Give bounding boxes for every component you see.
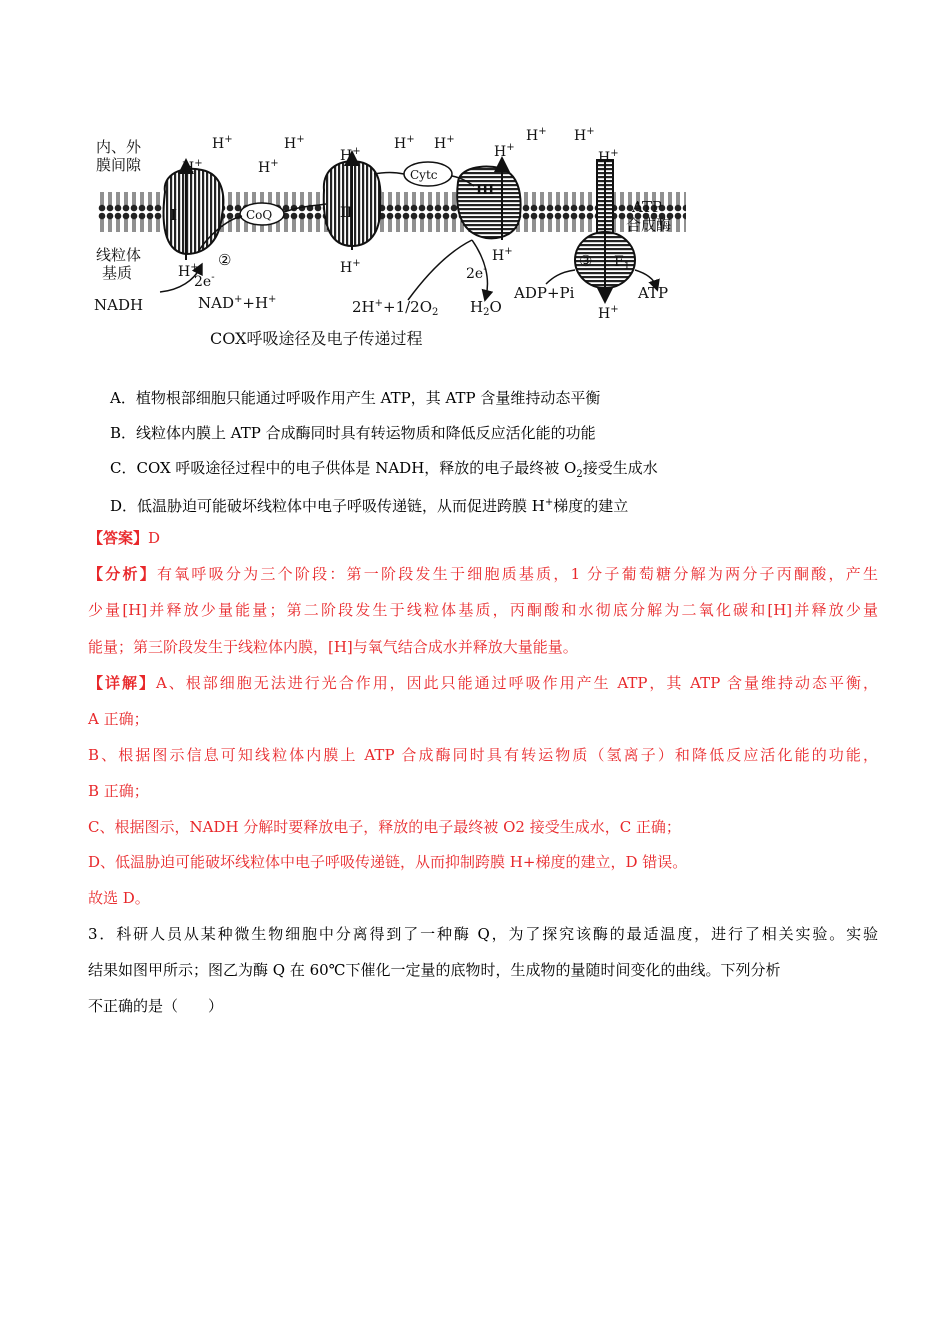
svg-text:H+: H+ xyxy=(492,246,513,264)
circ3-label: ③ xyxy=(579,252,593,270)
h2o-label: $H_2O$ xyxy=(470,298,502,318)
svg-text:H+: H+ xyxy=(212,134,233,152)
question3-line-2: 结果如图甲所示；图乙为酶 Q 在 60℃下催化一定量的底物时，生成物的量随时间变化的曲线。下列分析 xyxy=(88,961,781,979)
coq-label: CoQ xyxy=(246,208,273,222)
svg-text:H+: H+ xyxy=(598,304,619,322)
svg-text:H+: H+ xyxy=(434,134,455,152)
question3-line-3: 不正确的是（ ） xyxy=(88,997,224,1015)
svg-text:H+: H+ xyxy=(340,146,361,164)
detail-line-1: 【详解】A、根部细胞无法进行光合作用，因此只能通过呼吸作用产生 ATP，其 ATP 含量维持动态平衡， xyxy=(88,674,878,692)
svg-text:H+: H+ xyxy=(178,262,199,280)
f1-label: $F_1$ xyxy=(614,254,631,272)
answer-value: D xyxy=(148,529,161,547)
detail-line-7: 故选 D。 xyxy=(88,889,150,907)
option-d: D．低温胁迫可能破坏线粒体中电子呼吸传递链，从而促进跨膜 H+梯度的建立 xyxy=(110,497,629,515)
svg-text:H+: H+ xyxy=(574,126,595,144)
water-equation-label: $2H^++1/2O_2$ xyxy=(352,298,439,318)
option-a: A．植物根部细胞只能通过呼吸作用产生 ATP，其 ATP 含量维持动态平衡 xyxy=(110,389,601,407)
question3-line-1: 3．科研人员从某种微生物细胞中分离得到了一种酶 Q，为了探究该酶的最适温度，进行了相关实验。实验 xyxy=(88,925,878,943)
circ2-label: ② xyxy=(218,251,232,269)
complex-ii-label: II xyxy=(340,205,354,221)
answer-line xyxy=(88,528,878,548)
electron-label-1: 2e- xyxy=(194,272,215,290)
cox-pathway-diagram xyxy=(90,120,700,352)
option-b: B．线粒体内膜上 ATP 合成酶同时具有转运物质和降低反应活化能的功能 xyxy=(110,424,596,442)
analysis-line-2: 少量[H]并释放少量能量；第二阶段发生于线粒体基质，丙酮酸和水彻底分解为二氧化碳和[H]并释放少量 xyxy=(88,601,878,619)
svg-text:H+: H+ xyxy=(258,158,279,176)
svg-text:H+: H+ xyxy=(340,258,361,276)
atp-synthase-label-2: 合成酶 xyxy=(626,216,672,234)
answer-label: 【答案】 xyxy=(88,529,149,547)
complex-iii-shape xyxy=(457,167,520,239)
complex-i-label: I xyxy=(170,206,178,224)
electron-path-3 xyxy=(374,173,404,175)
atp-label: ATP xyxy=(638,284,669,302)
nadh-label: NADH xyxy=(94,296,144,314)
cytc-label: Cytc xyxy=(410,168,438,182)
label-intermembrane-1: 内、外 xyxy=(96,138,142,156)
svg-text:H+: H+ xyxy=(494,142,515,160)
detail-line-5: C、根据图示，NADH 分解时要释放电子，释放的电子最终被 O2 接受生成水，C 正确； xyxy=(88,818,681,836)
complex-iii-label: III xyxy=(476,183,495,198)
atp-synthase-label-1: ATP xyxy=(632,198,663,216)
svg-text:H+: H+ xyxy=(394,134,415,152)
label-matrix-1: 线粒体 xyxy=(96,246,142,264)
diagram-caption: COX呼吸途径及电子传递过程 xyxy=(210,329,423,348)
detail-line-6: D、低温胁迫可能破坏线粒体中电子呼吸传递链，从而抑制跨膜 H+梯度的建立，D 错误。 xyxy=(88,853,688,871)
svg-text:H+: H+ xyxy=(598,148,619,166)
svg-text:H+: H+ xyxy=(284,134,305,152)
adp-curve xyxy=(546,270,575,284)
label-matrix-2: 基质 xyxy=(102,264,133,282)
svg-text:H+: H+ xyxy=(526,126,547,144)
analysis-line-1: 【分析】有氧呼吸分为三个阶段：第一阶段发生于细胞质基质，1 分子葡萄糖分解为两分子丙酮酸，产生 xyxy=(88,565,878,583)
label-intermembrane-2: 膜间隙 xyxy=(96,156,142,174)
detail-line-3: B、根据图示信息可知线粒体内膜上 ATP 合成酶同时具有转运物质（氢离子）和降低反应活化能的功能， xyxy=(88,746,878,764)
water-curve xyxy=(408,240,472,300)
svg-text:H+: H+ xyxy=(182,158,203,176)
detail-line-2: A 正确； xyxy=(88,710,149,728)
electron-label-2: 2e- xyxy=(466,264,487,282)
analysis-line-3: 能量；第三阶段发生于线粒体内膜，[H]与氧气结合成水并释放大量能量。 xyxy=(88,638,578,656)
adp-label: ADP+Pi xyxy=(514,284,575,302)
detail-line-4: B 正确； xyxy=(88,782,149,800)
option-c: C．COX 呼吸途径过程中的电子供体是 NADH，释放的电子最终被 $O_2$接受生成水 xyxy=(110,459,658,480)
electron-transport-svg xyxy=(90,120,700,352)
nad-label: NAD++H+ xyxy=(198,294,277,312)
